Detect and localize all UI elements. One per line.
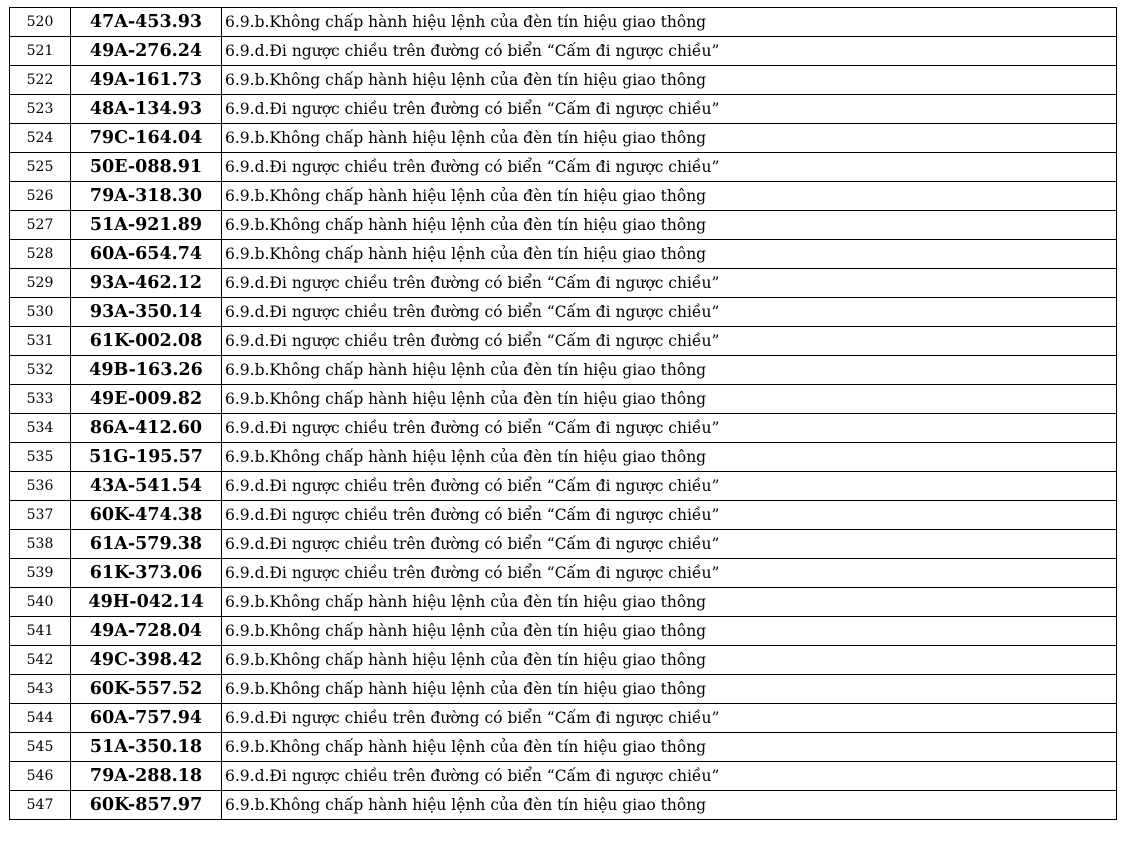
license-plate-cell: 93A-350.14 (71, 298, 222, 327)
violation-description-cell: 6.9.b.Không chấp hành hiệu lệnh của đèn tín hiệu giao thông (222, 646, 1117, 675)
license-plate-cell: 48A-134.93 (71, 95, 222, 124)
license-plate-cell: 60K-557.52 (71, 675, 222, 704)
license-plate-cell: 79A-288.18 (71, 762, 222, 791)
table-row (10, 298, 1117, 327)
violation-description-cell: 6.9.d.Đi ngược chiều trên đường có biển “Cấm đi ngược chiều” (222, 704, 1117, 733)
violation-description-cell: 6.9.b.Không chấp hành hiệu lệnh của đèn tín hiệu giao thông (222, 588, 1117, 617)
table-row (10, 66, 1117, 95)
violation-description-cell: 6.9.b.Không chấp hành hiệu lệnh của đèn tín hiệu giao thông (222, 733, 1117, 762)
license-plate-cell: 51A-350.18 (71, 733, 222, 762)
violation-description-cell: 6.9.b.Không chấp hành hiệu lệnh của đèn tín hiệu giao thông (222, 443, 1117, 472)
row-number-cell: 545 (10, 733, 71, 762)
license-plate-cell: 79C-164.04 (71, 124, 222, 153)
table-row (10, 559, 1117, 588)
violation-description-cell: 6.9.d.Đi ngược chiều trên đường có biển “Cấm đi ngược chiều” (222, 501, 1117, 530)
table-row (10, 37, 1117, 66)
table-row (10, 617, 1117, 646)
table-row (10, 385, 1117, 414)
violations-table-body (10, 8, 1117, 820)
violation-description-cell: 6.9.b.Không chấp hành hiệu lệnh của đèn tín hiệu giao thông (222, 182, 1117, 211)
license-plate-cell: 49C-398.42 (71, 646, 222, 675)
violation-description-cell: 6.9.d.Đi ngược chiều trên đường có biển “Cấm đi ngược chiều” (222, 414, 1117, 443)
table-row (10, 124, 1117, 153)
table-row (10, 501, 1117, 530)
row-number-cell: 535 (10, 443, 71, 472)
row-number-cell: 520 (10, 8, 71, 37)
license-plate-cell: 50E-088.91 (71, 153, 222, 182)
license-plate-cell: 51A-921.89 (71, 211, 222, 240)
row-number-cell: 539 (10, 559, 71, 588)
row-number-cell: 526 (10, 182, 71, 211)
row-number-cell: 536 (10, 472, 71, 501)
license-plate-cell: 60A-757.94 (71, 704, 222, 733)
row-number-cell: 533 (10, 385, 71, 414)
license-plate-cell: 61A-579.38 (71, 530, 222, 559)
license-plate-cell: 49E-009.82 (71, 385, 222, 414)
violation-description-cell: 6.9.b.Không chấp hành hiệu lệnh của đèn tín hiệu giao thông (222, 211, 1117, 240)
row-number-cell: 532 (10, 356, 71, 385)
violation-description-cell: 6.9.d.Đi ngược chiều trên đường có biển “Cấm đi ngược chiều” (222, 153, 1117, 182)
table-row (10, 530, 1117, 559)
table-row (10, 646, 1117, 675)
row-number-cell: 538 (10, 530, 71, 559)
violation-description-cell: 6.9.b.Không chấp hành hiệu lệnh của đèn tín hiệu giao thông (222, 791, 1117, 820)
row-number-cell: 542 (10, 646, 71, 675)
table-row (10, 762, 1117, 791)
row-number-cell: 530 (10, 298, 71, 327)
license-plate-cell: 93A-462.12 (71, 269, 222, 298)
violation-description-cell: 6.9.d.Đi ngược chiều trên đường có biển “Cấm đi ngược chiều” (222, 559, 1117, 588)
table-row (10, 211, 1117, 240)
row-number-cell: 529 (10, 269, 71, 298)
table-row (10, 327, 1117, 356)
license-plate-cell: 60K-857.97 (71, 791, 222, 820)
row-number-cell: 528 (10, 240, 71, 269)
license-plate-cell: 79A-318.30 (71, 182, 222, 211)
license-plate-cell: 86A-412.60 (71, 414, 222, 443)
row-number-cell: 521 (10, 37, 71, 66)
row-number-cell: 541 (10, 617, 71, 646)
row-number-cell: 523 (10, 95, 71, 124)
row-number-cell: 534 (10, 414, 71, 443)
table-row (10, 182, 1117, 211)
violation-description-cell: 6.9.d.Đi ngược chiều trên đường có biển “Cấm đi ngược chiều” (222, 37, 1117, 66)
license-plate-cell: 49A-728.04 (71, 617, 222, 646)
license-plate-cell: 49H-042.14 (71, 588, 222, 617)
table-row (10, 675, 1117, 704)
row-number-cell: 544 (10, 704, 71, 733)
license-plate-cell: 47A-453.93 (71, 8, 222, 37)
violation-description-cell: 6.9.d.Đi ngược chiều trên đường có biển “Cấm đi ngược chiều” (222, 327, 1117, 356)
violation-description-cell: 6.9.b.Không chấp hành hiệu lệnh của đèn tín hiệu giao thông (222, 385, 1117, 414)
table-row (10, 472, 1117, 501)
table-row (10, 588, 1117, 617)
license-plate-cell: 61K-002.08 (71, 327, 222, 356)
row-number-cell: 524 (10, 124, 71, 153)
license-plate-cell: 43A-541.54 (71, 472, 222, 501)
row-number-cell: 531 (10, 327, 71, 356)
row-number-cell: 546 (10, 762, 71, 791)
violation-description-cell: 6.9.d.Đi ngược chiều trên đường có biển “Cấm đi ngược chiều” (222, 762, 1117, 791)
violation-description-cell: 6.9.d.Đi ngược chiều trên đường có biển “Cấm đi ngược chiều” (222, 298, 1117, 327)
violations-table (9, 7, 1117, 820)
license-plate-cell: 61K-373.06 (71, 559, 222, 588)
violation-description-cell: 6.9.b.Không chấp hành hiệu lệnh của đèn tín hiệu giao thông (222, 8, 1117, 37)
table-row (10, 8, 1117, 37)
license-plate-cell: 49B-163.26 (71, 356, 222, 385)
table-row (10, 791, 1117, 820)
violation-description-cell: 6.9.b.Không chấp hành hiệu lệnh của đèn tín hiệu giao thông (222, 675, 1117, 704)
license-plate-cell: 51G-195.57 (71, 443, 222, 472)
table-row (10, 443, 1117, 472)
violation-description-cell: 6.9.b.Không chấp hành hiệu lệnh của đèn tín hiệu giao thông (222, 124, 1117, 153)
license-plate-cell: 60A-654.74 (71, 240, 222, 269)
violation-description-cell: 6.9.b.Không chấp hành hiệu lệnh của đèn tín hiệu giao thông (222, 617, 1117, 646)
license-plate-cell: 49A-161.73 (71, 66, 222, 95)
license-plate-cell: 49A-276.24 (71, 37, 222, 66)
table-row (10, 95, 1117, 124)
table-row (10, 269, 1117, 298)
row-number-cell: 540 (10, 588, 71, 617)
table-row (10, 153, 1117, 182)
violation-description-cell: 6.9.b.Không chấp hành hiệu lệnh của đèn tín hiệu giao thông (222, 356, 1117, 385)
row-number-cell: 527 (10, 211, 71, 240)
table-row (10, 704, 1117, 733)
license-plate-cell: 60K-474.38 (71, 501, 222, 530)
violation-description-cell: 6.9.b.Không chấp hành hiệu lệnh của đèn tín hiệu giao thông (222, 66, 1117, 95)
table-row (10, 240, 1117, 269)
row-number-cell: 522 (10, 66, 71, 95)
row-number-cell: 525 (10, 153, 71, 182)
table-row (10, 414, 1117, 443)
violation-description-cell: 6.9.d.Đi ngược chiều trên đường có biển “Cấm đi ngược chiều” (222, 530, 1117, 559)
violation-description-cell: 6.9.d.Đi ngược chiều trên đường có biển “Cấm đi ngược chiều” (222, 472, 1117, 501)
violation-description-cell: 6.9.d.Đi ngược chiều trên đường có biển “Cấm đi ngược chiều” (222, 95, 1117, 124)
table-row (10, 356, 1117, 385)
table-row (10, 733, 1117, 762)
violation-description-cell: 6.9.b.Không chấp hành hiệu lệnh của đèn tín hiệu giao thông (222, 240, 1117, 269)
row-number-cell: 547 (10, 791, 71, 820)
violation-description-cell: 6.9.d.Đi ngược chiều trên đường có biển “Cấm đi ngược chiều” (222, 269, 1117, 298)
row-number-cell: 537 (10, 501, 71, 530)
row-number-cell: 543 (10, 675, 71, 704)
